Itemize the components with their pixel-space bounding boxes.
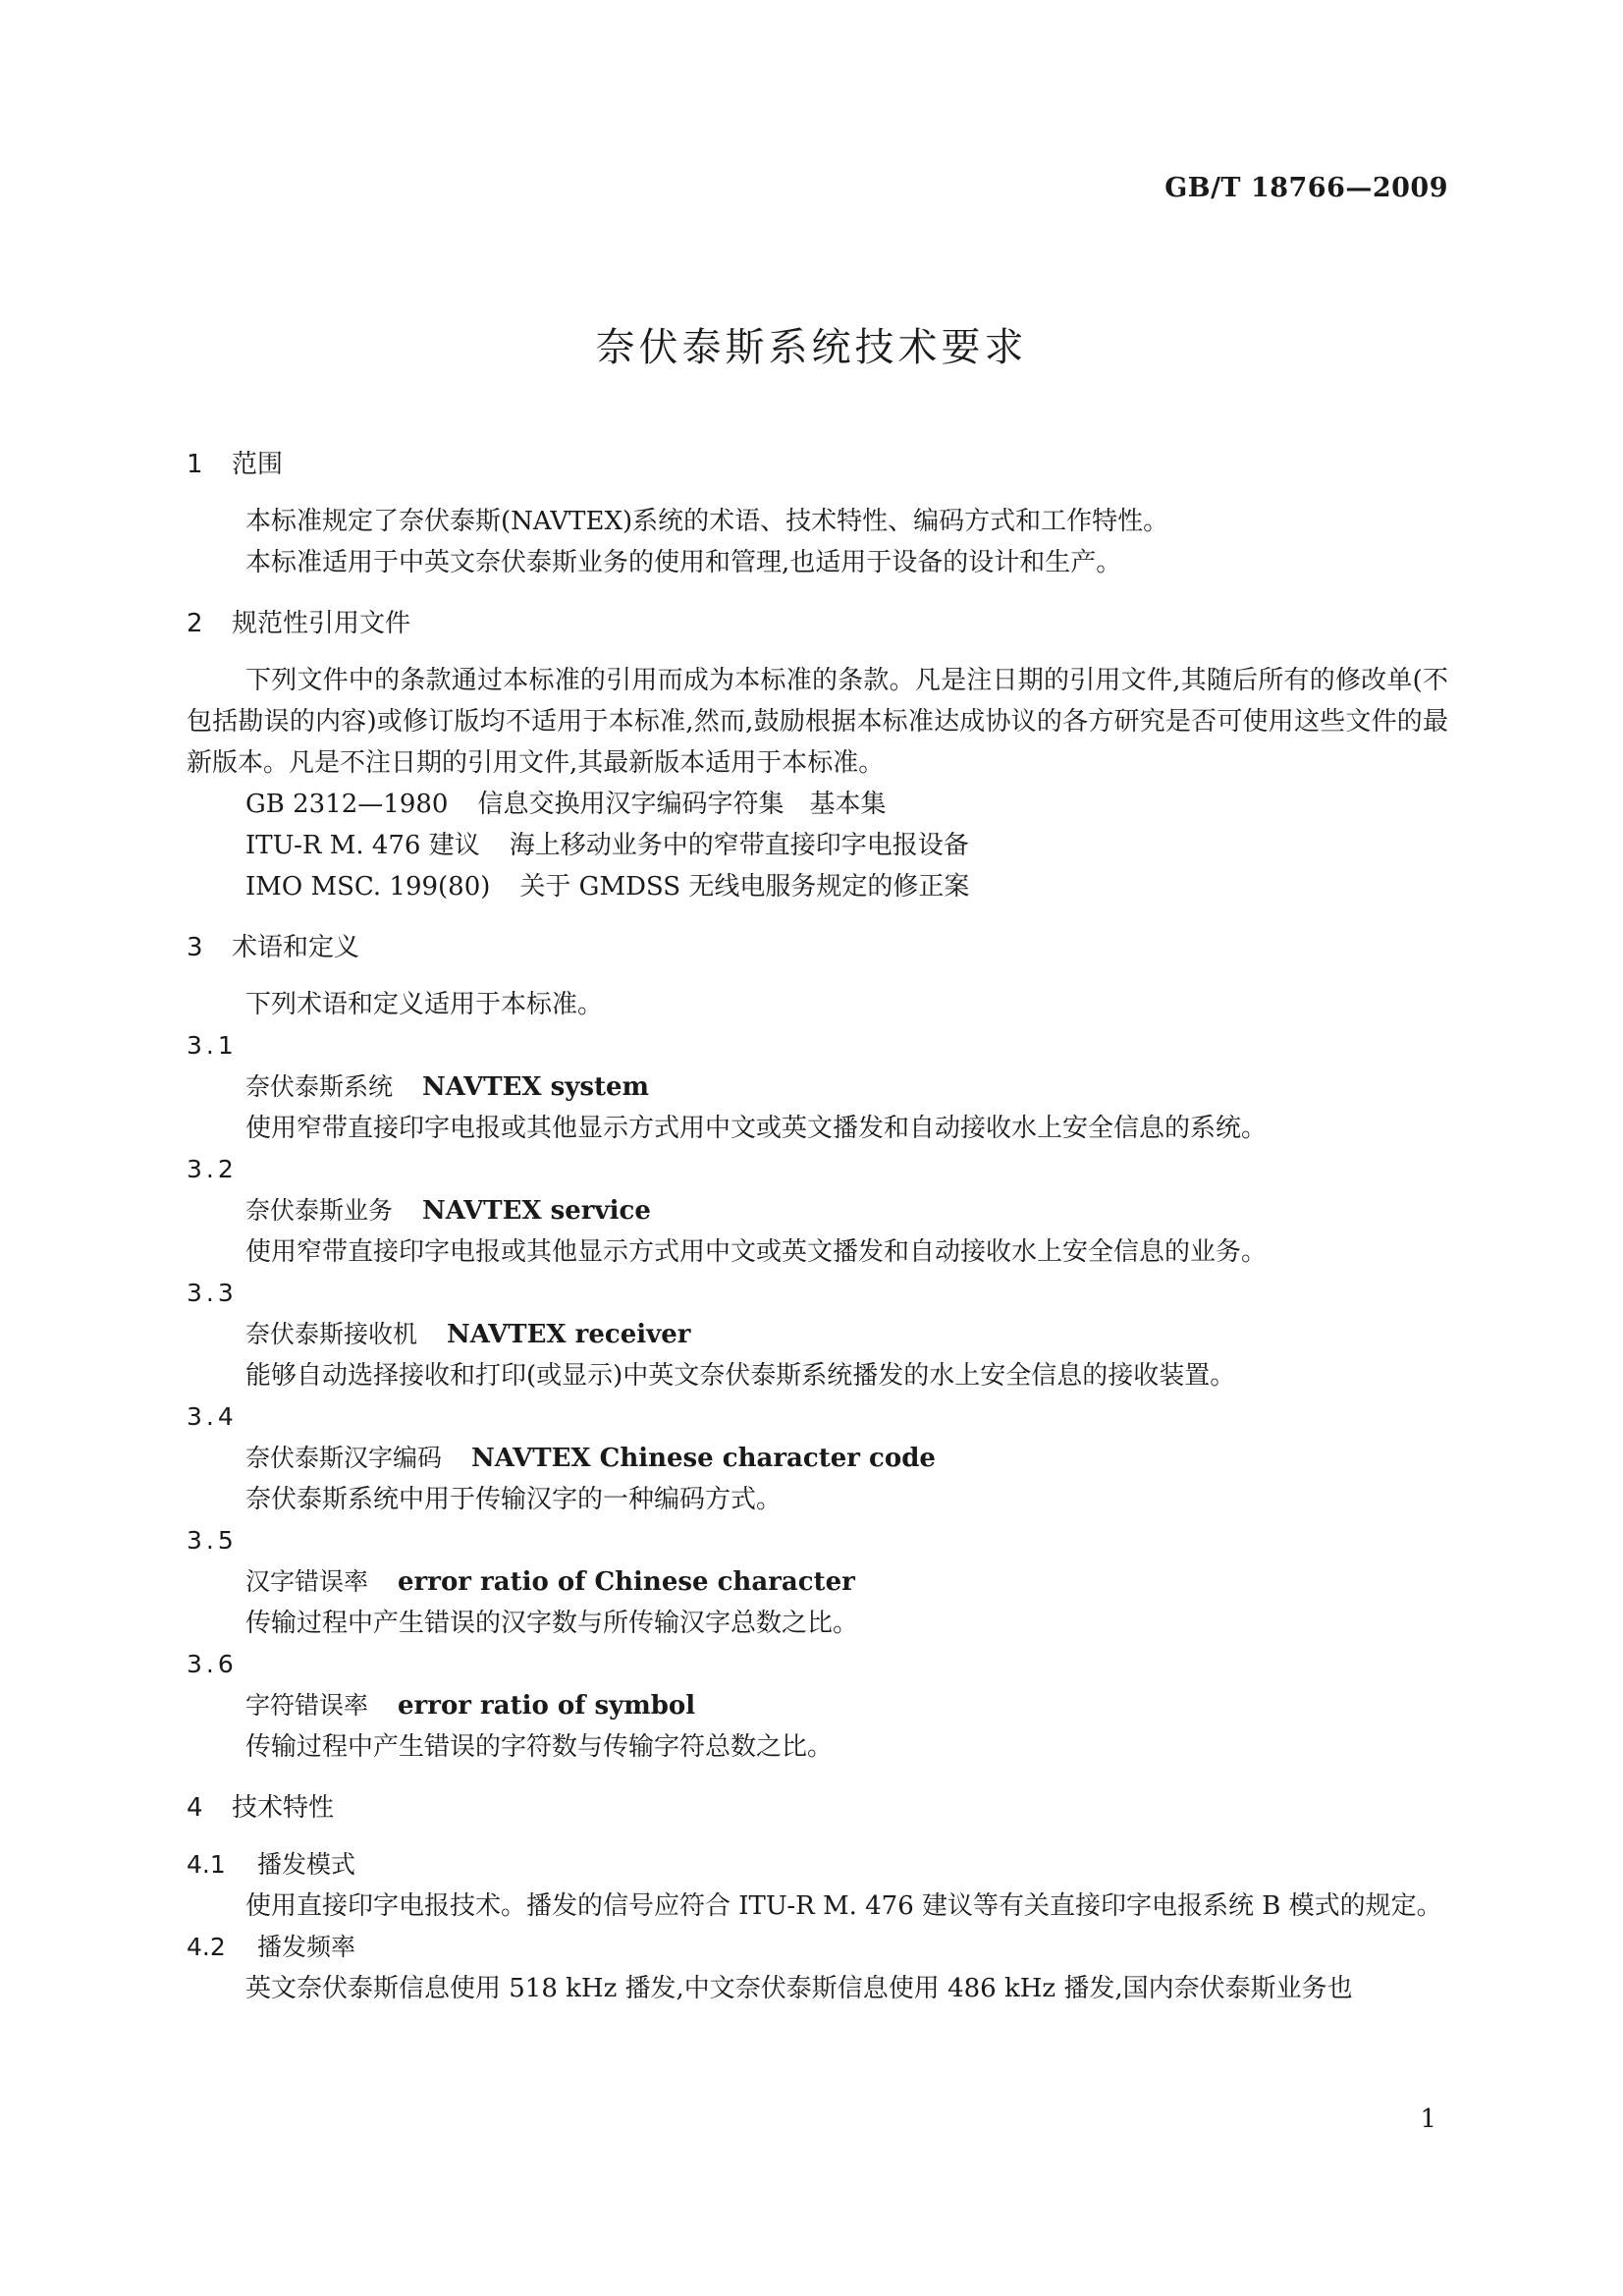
section-title: 规范性引用文件 xyxy=(232,609,411,638)
paragraph: 本标准规定了奈伏泰斯(NAVTEX)系统的术语、技术特性、编码方式和工作特性。 xyxy=(245,507,1169,536)
term-en: NAVTEX service xyxy=(422,1196,651,1226)
term-heading xyxy=(187,1685,1448,1726)
reference-item xyxy=(187,825,1448,866)
reference-item xyxy=(187,784,1448,825)
term-definition: 使用窄带直接印字电报或其他显示方式用中文或英文播发和自动接收水上安全信息的业务。 xyxy=(245,1237,1268,1267)
term-zh: 奈伏泰斯系统 xyxy=(245,1072,394,1101)
term-zh: 字符错误率 xyxy=(245,1691,369,1720)
term-heading xyxy=(187,1066,1448,1108)
section-heading xyxy=(187,927,1448,968)
term-number: 3.2 xyxy=(187,1155,238,1183)
term-en: error ratio of symbol xyxy=(398,1691,696,1721)
section-number: 4 xyxy=(187,1793,203,1823)
reference-item xyxy=(187,866,1448,907)
term-en: NAVTEX system xyxy=(422,1072,650,1102)
document-body xyxy=(187,444,1448,2009)
standard-id: GB/T 18766—2009 xyxy=(1164,173,1448,203)
section-heading xyxy=(187,1787,1448,1829)
term-definition: 使用窄带直接印字电报或其他显示方式用中文或英文播发和自动接收水上安全信息的系统。 xyxy=(245,1114,1268,1143)
term-definition: 传输过程中产生错误的字符数与传输字符总数之比。 xyxy=(245,1732,834,1762)
subsection-title: 播发频率 xyxy=(257,1933,356,1961)
paragraph: 英文奈伏泰斯信息使用 518 kHz 播发,中文奈伏泰斯信息使用 486 kHz 播发,国内奈伏泰斯业务也 xyxy=(245,1974,1353,2003)
subsection-number: 4.1 xyxy=(187,1850,226,1879)
section-title: 技术特性 xyxy=(232,1793,335,1823)
term-definition: 能够自动选择接收和打印(或显示)中英文奈伏泰斯系统播发的水上安全信息的接收装置。 xyxy=(245,1361,1236,1391)
reference-title: 海上移动业务中的窄带直接印字电报设备 xyxy=(509,831,969,860)
term-heading xyxy=(187,1561,1448,1603)
section-heading xyxy=(187,444,1448,485)
subsection-heading xyxy=(187,1927,1448,1968)
term-zh: 奈伏泰斯汉字编码 xyxy=(245,1444,443,1472)
term-heading xyxy=(187,1190,1448,1231)
term-number: 3.4 xyxy=(187,1402,238,1431)
reference-title: 关于 GMDSS 无线电服务规定的修正案 xyxy=(519,872,970,902)
term-number: 3.6 xyxy=(187,1650,238,1678)
document-title: 奈伏泰斯系统技术要求 xyxy=(595,325,1028,370)
subsection-title: 播发模式 xyxy=(257,1850,356,1879)
term-en: NAVTEX Chinese character code xyxy=(471,1444,936,1473)
paragraph: 下列文件中的条款通过本标准的引用而成为本标准的条款。凡是注日期的引用文件,其随后所有的修改单(不包括勘误的内容)或修订版均不适用于本标准,然而,鼓励根据本标准达成协议的各方研究是否可使用这些文件的最新版本。凡是不注日期的引用文件,其最新版本适用于本标准。 xyxy=(187,666,1448,778)
term-definition: 奈伏泰斯系统中用于传输汉字的一种编码方式。 xyxy=(245,1485,783,1514)
reference-code: ITU-R M. 476 建议 xyxy=(245,831,480,860)
term-en: NAVTEX receiver xyxy=(447,1320,691,1349)
page-number: 1 xyxy=(1420,2105,1436,2134)
term-en: error ratio of Chinese character xyxy=(398,1567,855,1597)
paragraph: 本标准适用于中英文奈伏泰斯业务的使用和管理,也适用于设备的设计和生产。 xyxy=(245,548,1122,577)
paragraph: 使用直接印字电报技术。播发的信号应符合 ITU-R M. 476 建议等有关直接印字电报系统 B 模式的规定。 xyxy=(245,1891,1442,1921)
term-heading xyxy=(187,1438,1448,1479)
subsection-number: 4.2 xyxy=(187,1933,226,1961)
reference-code: IMO MSC. 199(80) xyxy=(245,872,491,902)
term-number: 3.1 xyxy=(187,1031,238,1060)
term-number: 3.3 xyxy=(187,1279,238,1307)
section-title: 术语和定义 xyxy=(232,933,360,962)
section-number: 3 xyxy=(187,933,203,962)
term-zh: 汉字错误率 xyxy=(245,1567,369,1596)
section-number: 2 xyxy=(187,609,203,638)
term-zh: 奈伏泰斯业务 xyxy=(245,1196,394,1225)
term-number: 3.5 xyxy=(187,1526,238,1555)
section-number: 1 xyxy=(187,450,203,479)
section-heading xyxy=(187,603,1448,644)
term-zh: 奈伏泰斯接收机 xyxy=(245,1320,418,1348)
reference-code: GB 2312—1980 xyxy=(245,790,449,819)
section-title: 范围 xyxy=(232,450,284,479)
subsection-heading xyxy=(187,1844,1448,1886)
paragraph: 下列术语和定义适用于本标准。 xyxy=(245,990,604,1019)
term-definition: 传输过程中产生错误的汉字数与所传输汉字总数之比。 xyxy=(245,1609,859,1638)
term-heading xyxy=(187,1314,1448,1355)
reference-title: 信息交换用汉字编码字符集 基本集 xyxy=(477,790,887,819)
